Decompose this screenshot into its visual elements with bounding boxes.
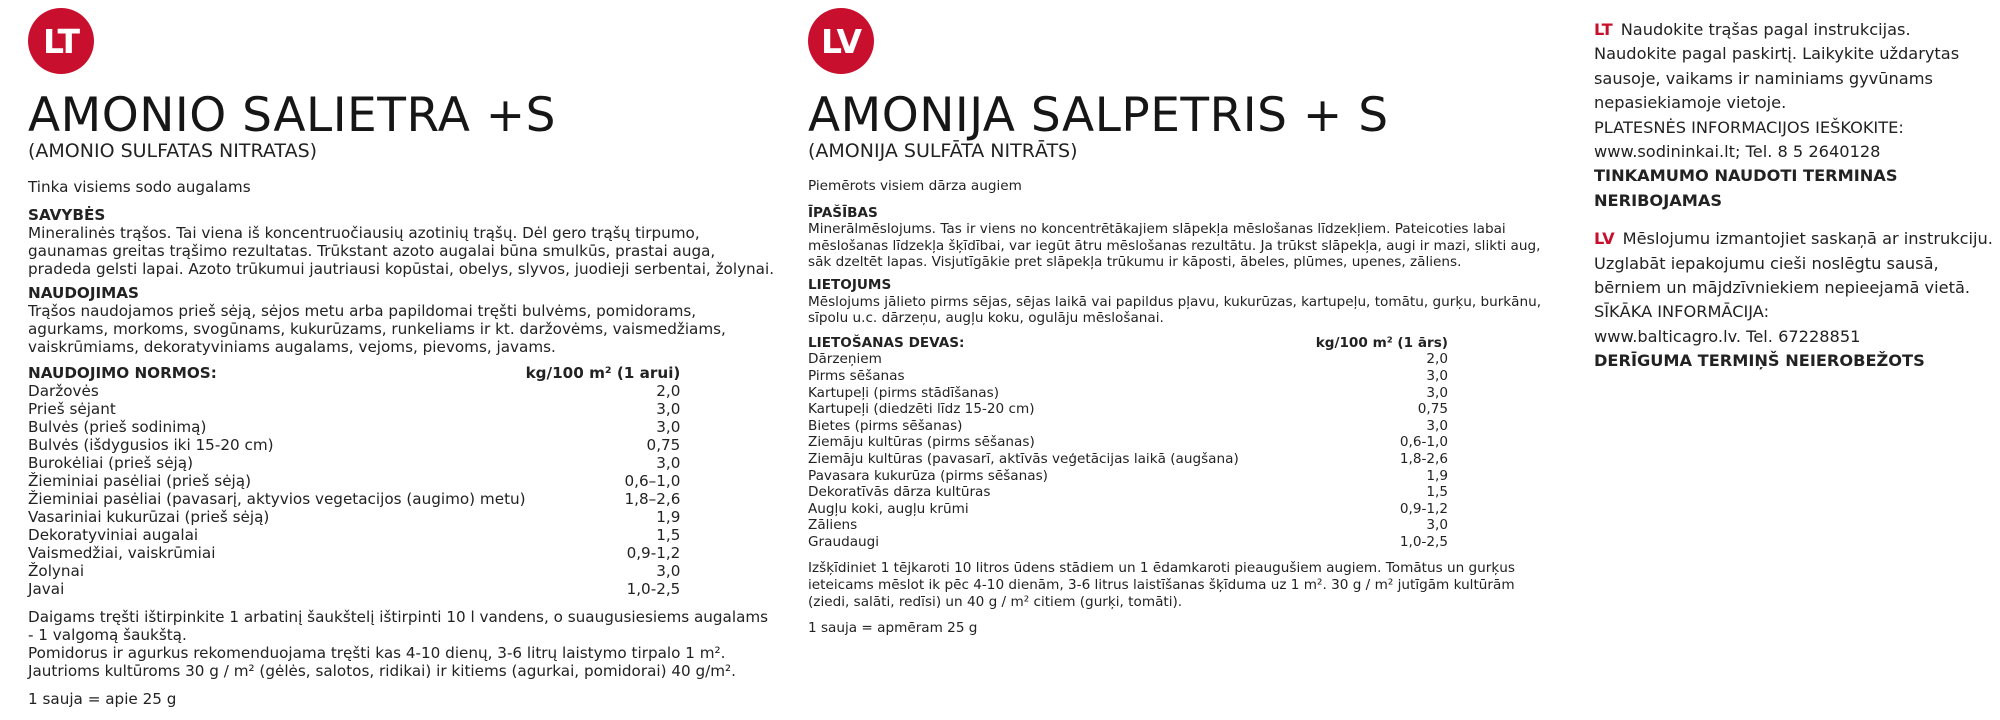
storage-info-section xyxy=(1594,0,1994,374)
lv-product-subtitle: (AMONIJA SULFĀTA NITRĀTS) xyxy=(808,140,1078,162)
lt-norms-value: 0,75 xyxy=(646,436,681,454)
lt-norms-table xyxy=(28,364,680,598)
lt-norms-crop: Bulvės (išdygusios iki 15-20 cm) xyxy=(28,436,274,454)
lt-norms-crop: Vaismedžiai, vaiskrūmiai xyxy=(28,544,216,562)
info-lv-block xyxy=(1594,227,1994,373)
info-lt-text-para xyxy=(1594,18,1994,116)
lv-norms-row xyxy=(808,401,1448,418)
lv-norms-crop: Dekoratīvās dārza kultūras xyxy=(808,484,991,501)
lv-norms-value: 3,0 xyxy=(1426,517,1448,534)
lv-norms-row xyxy=(808,484,1448,501)
lt-norms-row xyxy=(28,580,680,598)
lv-norms-value: 3,0 xyxy=(1426,384,1448,401)
info-lv-shelf-life: DERĪGUMA TERMIŅŠ NEIEROBEŽOTS xyxy=(1594,351,1925,371)
lv-norms-value: 1,5 xyxy=(1426,484,1448,501)
lv-norms-row xyxy=(808,468,1448,485)
lv-norms-crop: Kartupeļi (diedzēti līdz 15-20 cm) xyxy=(808,401,1035,418)
lv-norms-value: 1,9 xyxy=(1426,467,1448,484)
info-lt-code: LT xyxy=(1594,20,1613,39)
lv-norms-value: 3,0 xyxy=(1426,417,1448,434)
lt-norms-row xyxy=(28,382,680,400)
info-lv-text: Mēslojumu izmantojiet saskaņā ar instrukciju. Uzglabāt iepakojumu cieši noslēgtu sausā, bērniem un mājdzīvniekiem nepieejamā vietā. xyxy=(1594,229,1993,298)
lt-handful: 1 sauja = apie 25 g xyxy=(28,690,177,708)
lt-note: Jautrioms kultūroms 30 g / m² (gėlės, salotos, ridikai) ir kitiems (agurkai, pomidorai) 40 g/m². xyxy=(28,662,736,680)
lt-norms-row xyxy=(28,490,680,508)
lv-norms-header-row xyxy=(808,335,1448,352)
lv-norms-body xyxy=(808,351,1448,550)
lt-norms-value: 1,0-2,5 xyxy=(626,580,681,598)
lt-notes xyxy=(28,608,778,680)
lt-norms-row xyxy=(28,436,680,454)
lv-norms-row xyxy=(808,451,1448,468)
lv-norms-table xyxy=(808,335,1448,551)
lv-badge-text: LV xyxy=(820,21,862,61)
lv-note: Izšķīdiniet 1 tējkaroti 10 litros ūdens stādiem un 1 ēdamkaroti pieaugušiem augiem. Tomātus un gurķus ieteicams mēslot ik pēc 4-10 dienām, 3-6 litrus laistīšanas šķīduma uz 1 m². 30 g / m² jutīgām kultūrām (ziedi, salāti, redīsi) un 40 g / m² citiem (gurķi, tomāti). xyxy=(808,560,1515,610)
lv-norms-crop: Bietes (pirms sēšanas) xyxy=(808,417,963,434)
lt-norms-value: 3,0 xyxy=(656,454,681,472)
info-lv-text-para xyxy=(1594,227,1994,300)
lv-norms-crop: Dārzeņiem xyxy=(808,351,882,368)
lv-language-badge xyxy=(808,8,874,74)
lv-norms-crop: Graudaugi xyxy=(808,533,880,550)
lt-norms-heading: NAUDOJIMO NORMOS: xyxy=(28,364,217,382)
lv-norms-value: 0,9-1,2 xyxy=(1399,500,1448,517)
lt-norms-crop: Prieš sėjant xyxy=(28,400,116,418)
lt-norms-row xyxy=(28,400,680,418)
lt-norms-row xyxy=(28,454,680,472)
lt-norms-value: 3,0 xyxy=(656,400,681,418)
lt-norms-row xyxy=(28,562,680,580)
lt-norms-crop: Javai xyxy=(28,580,65,598)
lt-product-subtitle: (AMONIO SULFATAS NITRATAS) xyxy=(28,140,318,162)
lv-product-title: AMONIJA SALPETRIS + S xyxy=(808,88,1389,143)
lt-norms-value: 1,9 xyxy=(656,508,681,526)
lt-norms-value: 3,0 xyxy=(656,418,681,436)
lv-norms-crop: Augļu koki, augļu krūmi xyxy=(808,500,969,517)
lt-properties-heading: SAVYBĖS xyxy=(28,206,106,224)
lt-properties-text: Mineralinės trąšos. Tai viena iš koncentruočiausių azotinių trąšų. Dėl gero trąšų tirpumo, gaunamas greitas trąšimo rezultatas. Trūkstant azoto augalai būna smulkūs, prastai auga, pradeda gelsti lapai. Azoto trūkumui jautriausi kopūstai, obelys, slyvos, juodieji serbentai, žolynai. xyxy=(28,224,775,278)
info-lt-text: Naudokite trąšas pagal instrukcijas. Naudokite pagal paskirtį. Laikykite uždarytas sausoje, vaikams ir naminiams gyvūnams nepasiekiamoje vietoje. xyxy=(1594,20,1960,113)
lt-norms-row xyxy=(28,544,680,562)
lv-notes xyxy=(808,560,1558,610)
lt-norms-value: 0,6–1,0 xyxy=(624,472,681,490)
lt-note: Pomidorus ir agurkus rekomenduojama tręšti kas 4-10 dienų, 3-6 litrų laistymo tirpalo 1 m². xyxy=(28,644,726,662)
lt-product-title: AMONIO SALIETRA +S xyxy=(28,88,557,143)
lt-norms-body xyxy=(28,382,680,598)
lt-norms-value: 0,9-1,2 xyxy=(626,544,681,562)
lv-norms-crop: Ziemāju kultūras (pavasarī, aktīvās veģetācijas laikā (augšana) xyxy=(808,450,1239,467)
lv-tagline: Piemērots visiem dārza augiem xyxy=(808,178,1022,194)
lt-norms-value: 2,0 xyxy=(656,382,681,400)
lt-norms-header-row xyxy=(28,364,680,382)
lv-norms-crop: Ziemāju kultūras (pirms sēšanas) xyxy=(808,434,1035,451)
lv-properties-heading: ĪPAŠĪBAS xyxy=(808,204,878,221)
lt-usage-heading: NAUDOJIMAS xyxy=(28,284,139,302)
info-lv-code: LV xyxy=(1594,229,1615,249)
lt-norms-row xyxy=(28,508,680,526)
lt-norms-row xyxy=(28,472,680,490)
lt-tagline: Tinka visiems sodo augalams xyxy=(28,178,251,196)
lv-norms-row xyxy=(808,534,1448,551)
lt-norms-value: 1,5 xyxy=(656,526,681,544)
lv-usage-text: Mēslojums jālieto pirms sējas, sējas laikā vai papildus pļavu, kukurūzas, kartupeļu, tomātu, gurķu, burkānu, sīpolu u.c. dārzeņu, augļu koku, ogulāju mēslošanai. xyxy=(808,293,1542,327)
lt-badge-text: LT xyxy=(42,21,80,61)
info-lt-shelf-life: TINKAMUMO NAUDOTI TERMINAS NERIBOJAMAS xyxy=(1594,166,1898,210)
lv-norms-value: 0,75 xyxy=(1417,401,1448,418)
lv-norms-crop: Zāliens xyxy=(808,517,858,534)
lt-norms-row xyxy=(28,418,680,436)
lv-body xyxy=(808,178,1558,637)
lt-norms-value: 1,8–2,6 xyxy=(624,490,681,508)
lt-norms-crop: Žolynai xyxy=(28,562,85,580)
lv-norms-crop: Pavasara kukurūza (pirms sēšanas) xyxy=(808,467,1048,484)
lt-norms-crop: Daržovės xyxy=(28,382,99,400)
lv-norms-unit: kg/100 m² (1 ārs) xyxy=(1315,334,1448,351)
lt-norms-unit: kg/100 m² (1 arui) xyxy=(525,364,681,382)
lt-language-badge xyxy=(28,8,94,74)
lv-norms-row xyxy=(808,434,1448,451)
info-lt-contact: www.sodininkai.lt; Tel. 8 5 2640128 xyxy=(1594,142,1881,162)
lv-norms-value: 3,0 xyxy=(1426,367,1448,384)
lt-norms-row xyxy=(28,526,680,544)
lv-norms-value: 1,0-2,5 xyxy=(1399,533,1448,550)
lv-norms-heading: LIETOŠANAS DEVAS: xyxy=(808,334,965,351)
lv-handful: 1 sauja = apmēram 25 g xyxy=(808,620,978,637)
lv-usage-heading: LIETOJUMS xyxy=(808,276,892,293)
lv-norms-row xyxy=(808,517,1448,534)
lv-norms-row xyxy=(808,351,1448,368)
lv-norms-value: 2,0 xyxy=(1426,351,1448,368)
lt-norms-crop: Žieminiai pasėliai (prieš sėją) xyxy=(28,472,251,490)
lv-norms-row xyxy=(808,501,1448,518)
lt-note: Daigams tręšti ištirpinkite 1 arbatinį šaukštelį ištirpinti 10 l vandens, o suaugusiesiems augalams - 1 valgomą šaukštą. xyxy=(28,608,769,644)
lt-norms-crop: Dekoratyviniai augalai xyxy=(28,526,199,544)
lt-norms-crop: Vasariniai kukurūzai (prieš sėją) xyxy=(28,508,270,526)
info-lv-contact: www.balticagro.lv. Tel. 67228851 xyxy=(1594,326,1861,346)
lv-norms-crop: Pirms sēšanas xyxy=(808,367,905,384)
info-lv-more-label: SĪKĀKA INFORMĀCIJA: xyxy=(1594,302,1770,322)
lv-norms-crop: Kartupeļi (pirms stādīšanas) xyxy=(808,384,1000,401)
lt-norms-crop: Žieminiai pasėliai (pavasarį, aktyvios vegetacijos (augimo) metu) xyxy=(28,490,526,508)
lv-norms-row xyxy=(808,368,1448,385)
lv-norms-value: 1,8-2,6 xyxy=(1399,450,1448,467)
lt-norms-crop: Burokėliai (prieš sėją) xyxy=(28,454,194,472)
lv-norms-value: 0,6-1,0 xyxy=(1399,434,1448,451)
lv-properties-text: Minerālmēslojums. Tas ir viens no koncentrētākajiem slāpekļa mēslošanas līdzekļiem. Pateicoties labai mēslošanas līdzekļa šķīdībai, var iegūt ātru mēslošanas rezultātu. Ja trūkst slāpekļa, augi ir mazi, slikti aug, sāk dzeltēt lapas. Visjutīgākie pret slāpekļa trūkumu ir kāposti, ābeles, plūmes, upenes, zāliens. xyxy=(808,221,1541,271)
lv-norms-row xyxy=(808,385,1448,402)
lv-norms-row xyxy=(808,418,1448,435)
info-lt-block xyxy=(1594,18,1994,213)
info-lt-more-label: PLATESNĖS INFORMACIJOS IEŠKOKITE: xyxy=(1594,117,1904,137)
lt-usage-text: Trąšos naudojamos prieš sėją, sėjos metu arba papildomai tręšti bulvėms, pomidorams, agurkams, morkoms, svogūnams, kukurūzams, runkeliams ir kt. daržovėms, vaismedžiams, vaiskrūmiams, dekoratyviniams augalams, vejoms, pievoms, javams. xyxy=(28,302,726,356)
lt-body xyxy=(28,178,778,708)
lt-norms-crop: Bulvės (prieš sodinimą) xyxy=(28,418,207,436)
lt-norms-value: 3,0 xyxy=(656,562,681,580)
